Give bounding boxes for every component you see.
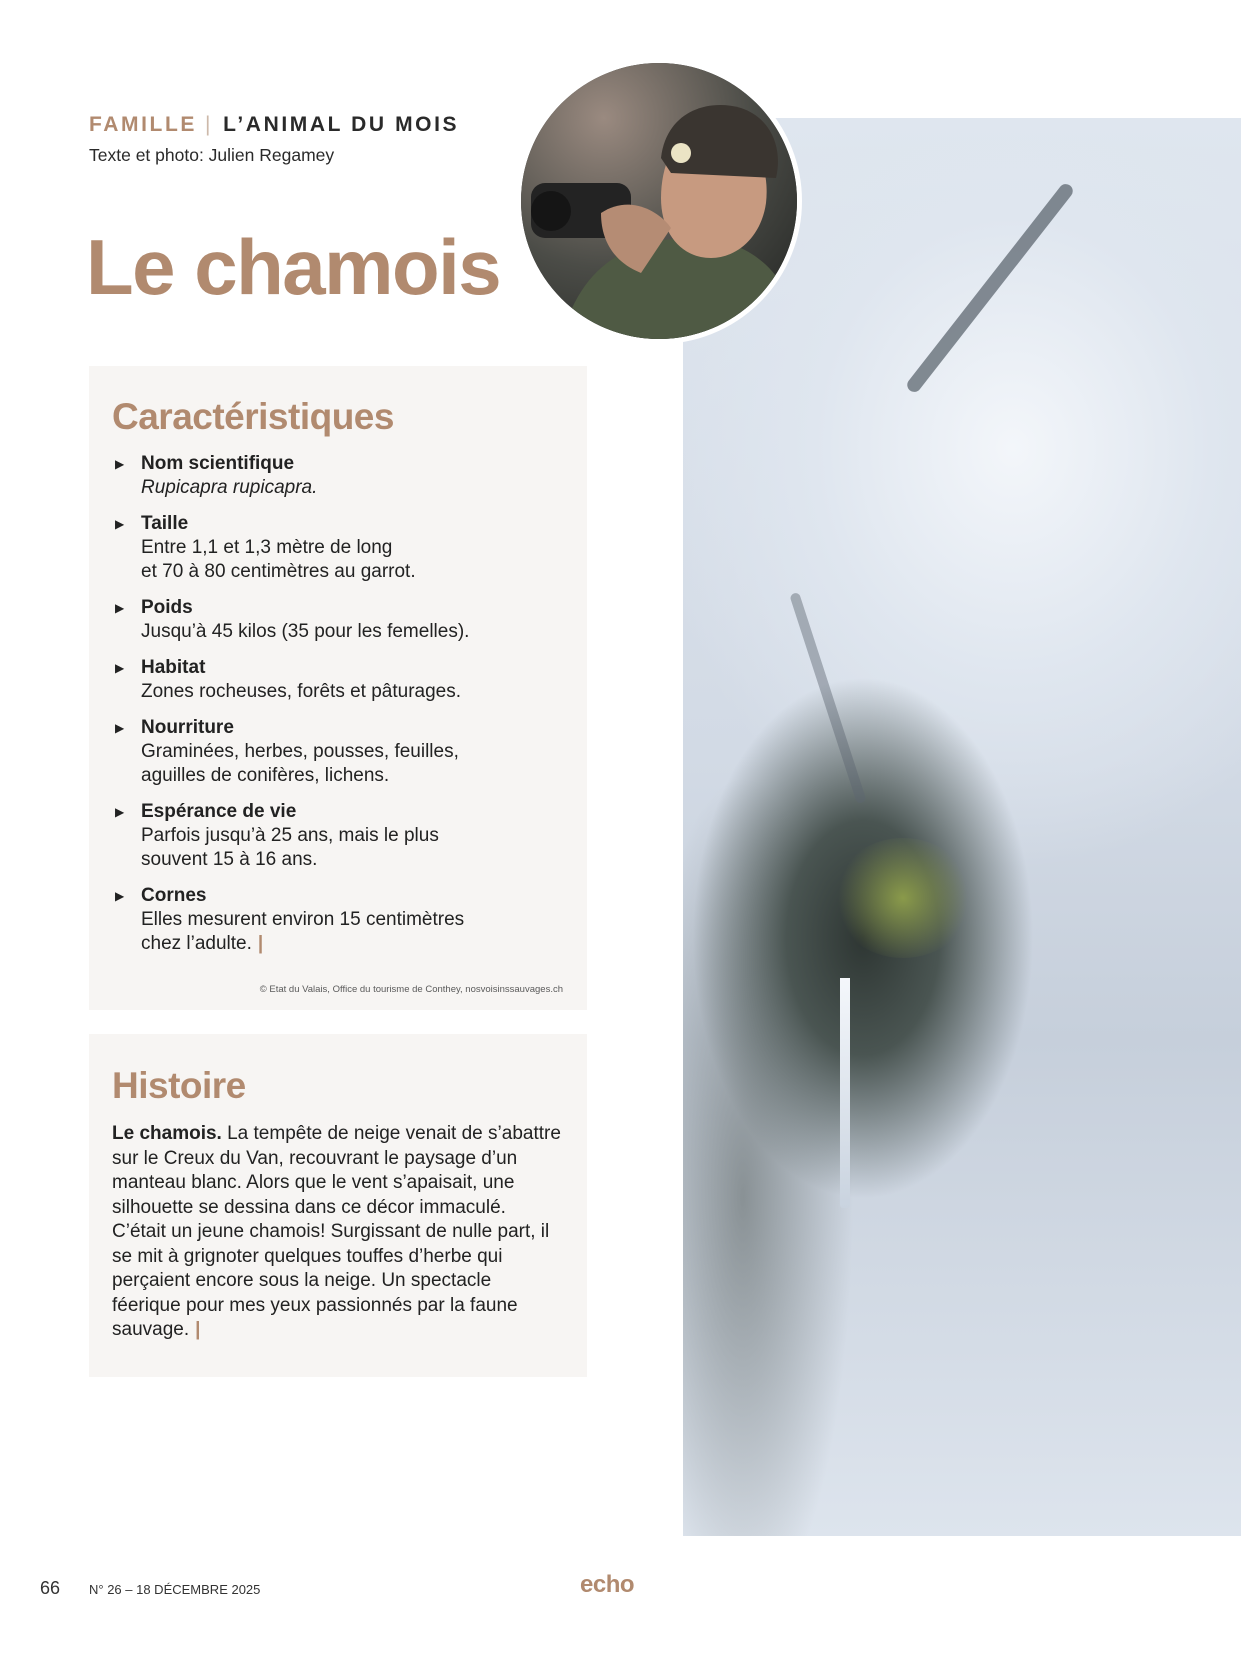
author-portrait	[516, 58, 802, 344]
characteristic-value-end: chez l’adulte.	[141, 933, 252, 954]
section-kicker	[89, 113, 459, 137]
portrait-illustration	[521, 63, 797, 339]
topic-label: L’ANIMAL DU MOIS	[223, 113, 460, 136]
image-copyright: © Etat du Valais, Office du tourisme de Conthey, nosvoisinssauvages.ch	[259, 984, 563, 995]
page-title: Le chamois	[86, 223, 501, 311]
triangle-right-icon: ▶	[115, 457, 125, 471]
characteristic-value: Jusqu’à 45 kilos (35 pour les femelles).	[141, 621, 470, 642]
triangle-right-icon: ▶	[115, 721, 125, 735]
issue-info: N° 26 – 18 DÉCEMBRE 2025	[89, 1582, 261, 1597]
characteristic-food	[113, 716, 573, 788]
photo-icicle	[840, 978, 850, 1208]
characteristic-life-expectancy	[113, 800, 573, 872]
characteristic-value: et 70 à 80 centimètres au garrot.	[141, 561, 416, 582]
history-text	[112, 1122, 562, 1343]
characteristic-value: Parfois jusqu’à 25 ans, mais le plus	[141, 825, 439, 846]
kicker-separator: |	[205, 113, 214, 136]
characteristic-habitat	[113, 656, 573, 704]
characteristic-label: Nourriture	[141, 717, 234, 738]
characteristic-label: Poids	[141, 597, 193, 618]
characteristic-label: Espérance de vie	[141, 801, 297, 822]
characteristic-label: Taille	[141, 513, 189, 534]
triangle-right-icon: ▶	[115, 517, 125, 531]
echo-logo: echo	[580, 1571, 635, 1598]
characteristic-value: Graminées, herbes, pousses, feuilles,	[141, 741, 459, 762]
characteristic-value: Rupicapra rupicapra.	[141, 477, 318, 498]
rubric-label: FAMILLE	[89, 113, 198, 136]
chamois-snow-photo	[683, 118, 1241, 1536]
end-mark: |	[257, 933, 264, 954]
characteristic-weight	[113, 596, 573, 644]
characteristic-label: Habitat	[141, 657, 206, 678]
page-number: 66	[40, 1578, 61, 1598]
characteristic-value: Elles mesurent environ 15 centimètres	[141, 909, 465, 930]
history-body: La tempête de neige venait de s’abattre sur le Creux du Van, recouvrant le paysage d’un manteau blanc. Alors que le vent s’apaisait, une silhouette se dessina dans ce décor immaculé. C’était un jeune chamois! Surgissant de nulle part, il se mit à grignoter quelques touffes d’herbe qui perçaient encore sous la neige. Un spectacle féerique pour mes yeux passionnés par la faune sauvage.	[112, 1123, 561, 1340]
triangle-right-icon: ▶	[115, 805, 125, 819]
history-lead: Le chamois.	[112, 1123, 222, 1144]
history-box	[89, 1034, 587, 1377]
characteristic-label: Nom scientifique	[141, 453, 295, 474]
characteristic-value: aguilles de conifères, lichens.	[141, 765, 390, 786]
triangle-right-icon: ▶	[115, 661, 125, 675]
characteristic-value	[141, 932, 573, 956]
characteristic-value: Entre 1,1 et 1,3 mètre de long	[141, 537, 393, 558]
triangle-right-icon: ▶	[115, 889, 125, 903]
end-mark: |	[195, 1319, 201, 1340]
characteristic-label: Cornes	[141, 885, 207, 906]
characteristic-value: Zones rocheuses, forêts et pâturages.	[141, 681, 462, 702]
characteristics-list	[113, 452, 573, 968]
characteristic-horns	[113, 884, 573, 956]
triangle-right-icon: ▶	[115, 601, 125, 615]
characteristic-scientific-name	[113, 452, 573, 500]
photo-moss	[833, 838, 973, 958]
characteristic-size	[113, 512, 573, 584]
author-credit: Texte et photo: Julien Regamey	[89, 145, 335, 165]
characteristics-heading: Caractéristiques	[112, 396, 394, 437]
history-heading: Histoire	[112, 1065, 246, 1106]
photo-branch	[904, 181, 1075, 395]
characteristics-box	[89, 366, 587, 1010]
photo-branch	[789, 592, 866, 804]
characteristic-value: souvent 15 à 16 ans.	[141, 849, 318, 870]
